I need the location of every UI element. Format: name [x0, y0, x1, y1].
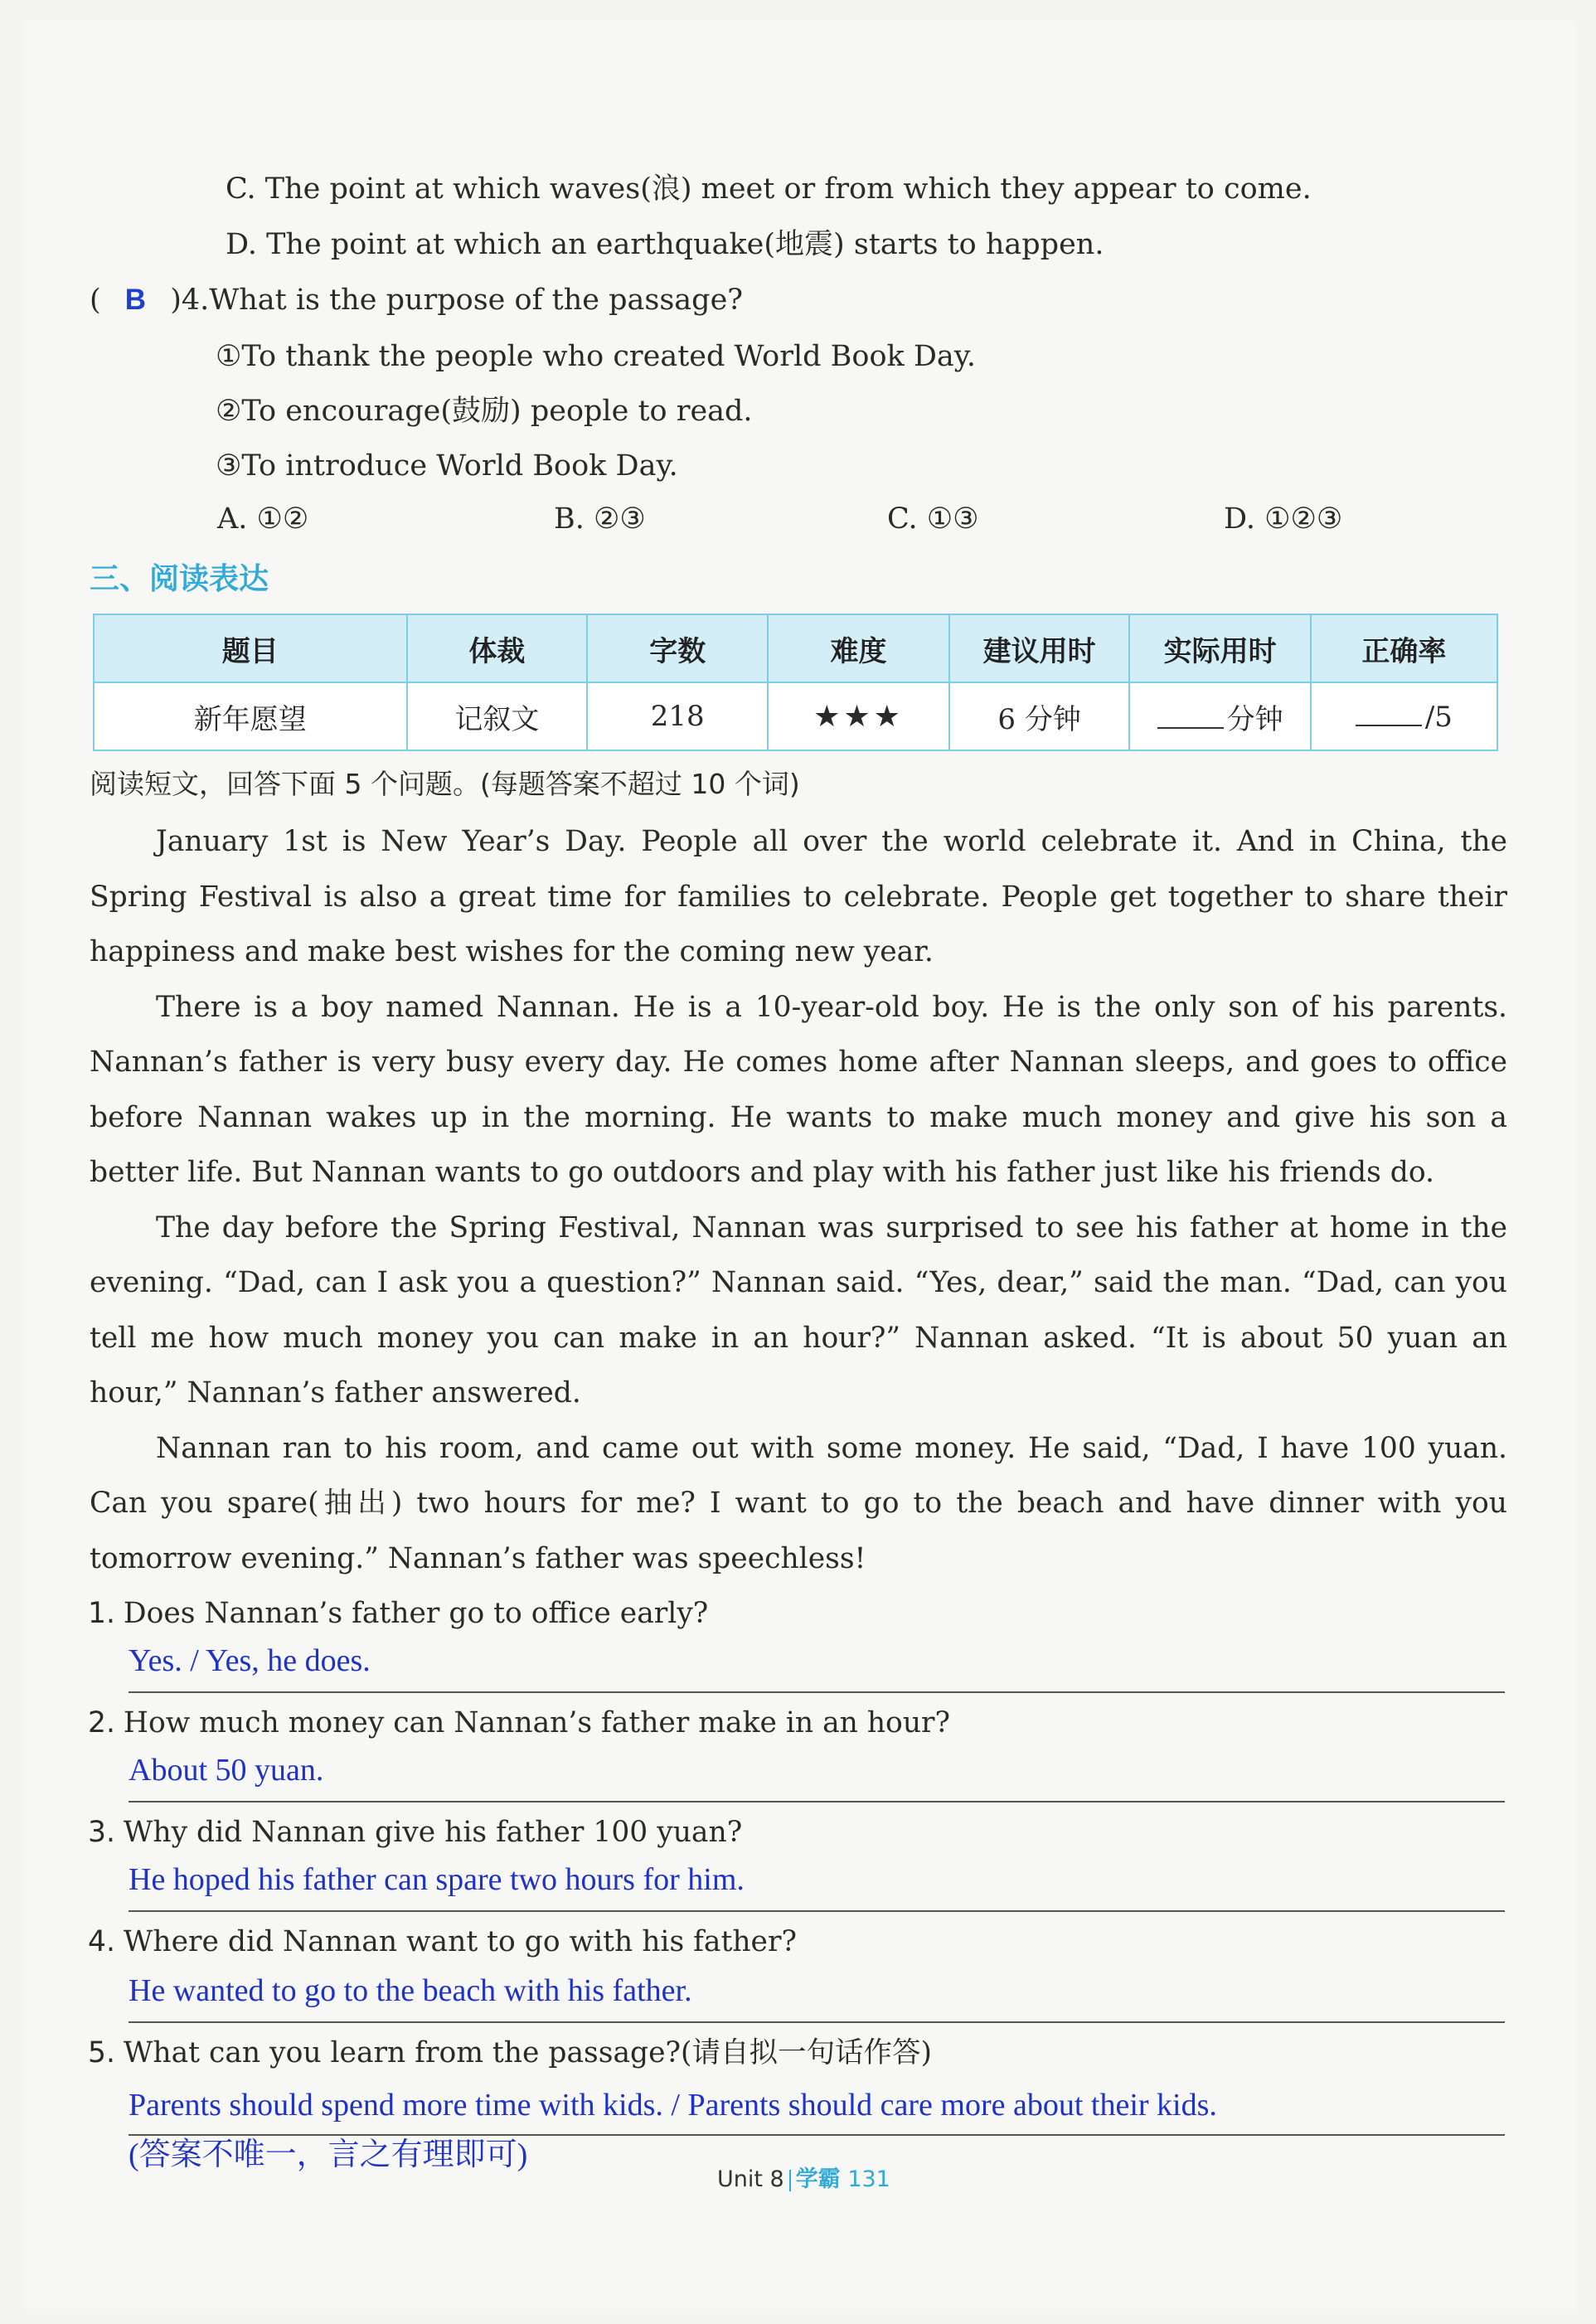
- info-table: [93, 614, 1498, 751]
- page-footer: [717, 2161, 890, 2193]
- q4-answer: B: [124, 284, 147, 316]
- value-words: 218: [587, 682, 768, 750]
- q4-choice-d: D. ①②③: [1224, 502, 1343, 536]
- footer-brand: 学霸: [795, 2166, 841, 2192]
- value-actual-time: [1129, 682, 1310, 750]
- q4-choice-a: A. ①②: [217, 502, 309, 536]
- q4-line: [90, 282, 743, 318]
- footer-unit: Unit 8: [717, 2166, 784, 2192]
- info-table-header-row: [94, 614, 1497, 682]
- q4-paren: (: [90, 284, 101, 317]
- q4-item-1: ①To thank the people who created World Book Day.: [216, 340, 977, 373]
- option-d: D. The point at which an earthquake(地震) starts to happen.: [226, 228, 1104, 261]
- passage-paragraph-2: There is a boy named Nannan. He is a 10-year-old boy. He is the only son of his parents. Nannan’s father is very busy every day. He comes home after Nannan sleeps, and goes to office before Nannan wakes up in the morning. He wants to make much money and give his son a better life. But Nannan wants to go outdoors and play with his father just like his friends do.: [90, 990, 1507, 1189]
- instruction: 阅读短文，回答下面 5 个问题。(每题答案不超过 10 个词): [90, 768, 800, 800]
- actual-time-unit: 分钟: [1226, 702, 1283, 736]
- question-1: 1. Does Nannan’s father go to office early?: [88, 1597, 709, 1630]
- answer-3[interactable]: He hoped his father can spare two hours for him.: [129, 1862, 745, 1897]
- value-title: 新年愿望: [94, 682, 407, 750]
- header-genre: 体裁: [407, 614, 588, 682]
- passage-paragraph-1: January 1st is New Year’s Day. People all over the world celebrate it. And in China, the Spring Festival is also a great time for families to celebrate. People get together to share their happiness and make best wishes for the coming new year.: [90, 825, 1507, 968]
- q4-choice-b: B. ②③: [554, 502, 646, 536]
- answer-note: (答案不唯一，言之有理即可): [129, 2137, 528, 2172]
- answer-1[interactable]: Yes. / Yes, he does.: [129, 1643, 371, 1678]
- accuracy-blank[interactable]: [1356, 700, 1422, 726]
- q4-item-2: ②To encourage(鼓励) people to read.: [216, 395, 753, 428]
- header-words: 字数: [587, 614, 768, 682]
- accuracy-total: /5: [1424, 700, 1453, 734]
- footer-divider: [789, 2170, 791, 2191]
- actual-time-blank[interactable]: [1157, 702, 1224, 729]
- footer-page-number: 131: [847, 2166, 890, 2192]
- answer-line-3: [129, 1910, 1505, 1912]
- option-c: C. The point at which waves(浪) meet or from which they appear to come.: [226, 172, 1312, 206]
- passage: [90, 814, 1507, 1586]
- value-genre: 记叙文: [407, 682, 588, 750]
- header-title: 题目: [94, 614, 407, 682]
- q4-item-3: ③To introduce World Book Day.: [216, 449, 678, 483]
- value-difficulty-stars: ★★★: [768, 682, 949, 750]
- section-title: 三、阅读表达: [90, 562, 269, 596]
- header-difficulty: 难度: [768, 614, 949, 682]
- header-suggested-time: 建议用时: [949, 614, 1130, 682]
- answer-line-2: [129, 1801, 1505, 1802]
- q4-choice-c: C. ①③: [887, 502, 979, 536]
- header-actual-time: 实际用时: [1129, 614, 1310, 682]
- question-2: 2. How much money can Nannan’s father make in an hour?: [88, 1706, 951, 1739]
- passage-paragraph-3: The day before the Spring Festival, Nannan was surprised to see his father at home in the evening. “Dad, can I ask you a question?” Nannan said. “Yes, dear,” said the man. “Dad, can you tell me how much money you can make in an hour?” Nannan asked. “It is about 50 yuan an hour,” Nannan’s father answered.: [90, 1211, 1507, 1409]
- answer-4[interactable]: He wanted to go to the beach with his father.: [129, 1973, 692, 2008]
- answer-2[interactable]: About 50 yuan.: [129, 1753, 324, 1788]
- answer-5[interactable]: Parents should spend more time with kids. / Parents should care more about their kids.: [129, 2088, 1217, 2123]
- question-5: 5. What can you learn from the passage?(请自拟一句话作答): [88, 2036, 932, 2069]
- q4-text: )4.What is the purpose of the passage?: [170, 284, 744, 317]
- passage-paragraph-4: Nannan ran to his room, and came out with some money. He said, “Dad, I have 100 yuan. Can you spare(抽出) two hours for me? I want to go to the beach and have dinner with you tomorrow evening.” Nannan’s father was speechless!: [90, 1431, 1507, 1575]
- header-accuracy: 正确率: [1311, 614, 1497, 682]
- value-accuracy: [1311, 682, 1497, 750]
- question-3: 3. Why did Nannan give his father 100 yuan?: [88, 1816, 743, 1849]
- value-suggested-time: 6 分钟: [949, 682, 1130, 750]
- info-table-value-row: [94, 682, 1497, 750]
- answer-line-1: [129, 1691, 1505, 1693]
- answer-line-4: [129, 2021, 1505, 2023]
- question-4: 4. Where did Nannan want to go with his father?: [88, 1925, 797, 1958]
